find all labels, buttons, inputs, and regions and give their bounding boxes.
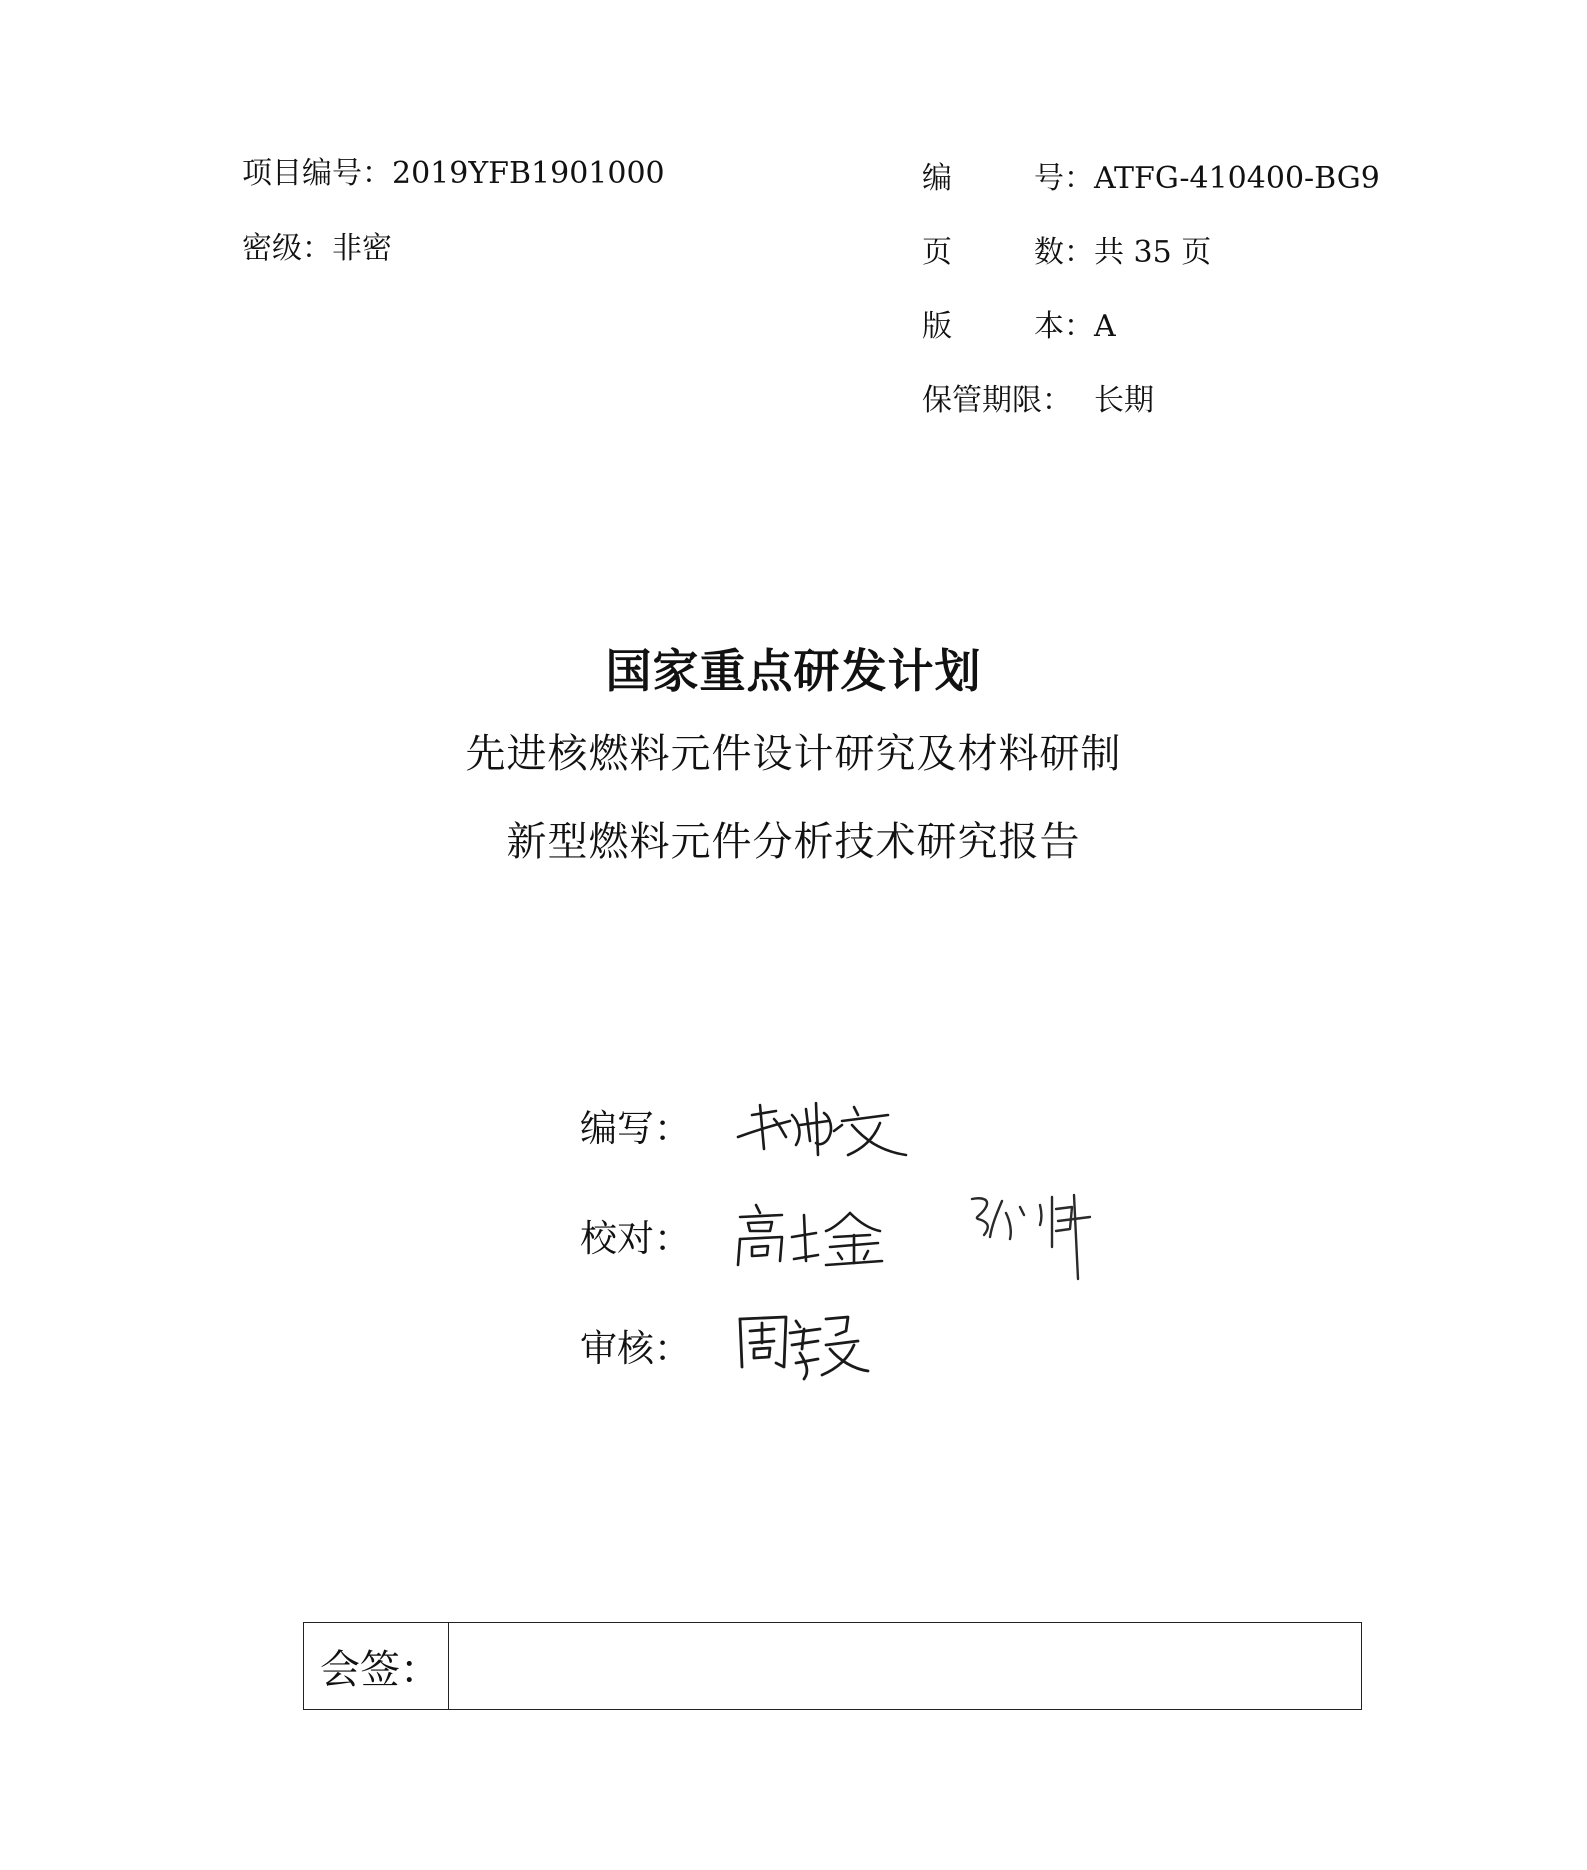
author-label: 编写： [580,1107,691,1150]
project-number [242,155,665,193]
proofread-signature-2 [962,1185,1112,1285]
secrecy-label: 密级： [242,230,332,266]
version [922,308,1380,382]
project-number-value: 2019YFB1901000 [392,156,665,191]
document-number-label [922,160,1094,198]
version-value: A [1094,309,1116,344]
page-count-label-b: 数： [1034,235,1094,270]
document-number-value: ATFG-410400-BG9 [1094,161,1380,196]
page-count-label-a: 页 [922,235,952,270]
proofread-label: 校对： [580,1217,691,1260]
main-title: 国家重点研发计划 [605,644,982,698]
project-number-label: 项目编号： [242,156,392,191]
review-label: 审核： [580,1327,691,1370]
author-row [580,1070,1112,1180]
page-count-label [922,234,1094,272]
version-label-b: 本： [1034,309,1094,344]
document-number-label-b: 号： [1034,161,1094,196]
secrecy-value: 非密 [332,230,392,266]
secrecy-level [242,230,665,268]
header-right [922,160,1380,456]
version-label-a: 版 [922,309,952,344]
subtitle-report: 新型燃料元件分析技术研究报告 [506,819,1081,865]
page-count-value: 共 35 页 [1094,235,1212,270]
proofread-row [580,1180,1112,1290]
subtitle-project: 先进核燃料元件设计研究及材料研制 [465,731,1122,777]
header-left [242,155,665,304]
author-signature [730,1085,920,1165]
document-number [922,160,1380,234]
title-block [0,632,1587,886]
version-label [922,308,1094,346]
countersign-field [449,1623,1361,1709]
retention-period [922,382,1380,456]
review-signature [730,1305,880,1385]
retention-value: 长期 [1094,383,1154,418]
review-row [580,1290,1112,1400]
countersign-label: 会签： [304,1623,449,1709]
proofread-signature-1 [730,1195,920,1275]
signature-block [580,1070,1112,1400]
countersign-table [303,1622,1362,1710]
document-number-label-a: 编 [922,161,952,196]
retention-label: 保管期限： [922,383,1072,418]
page-count [922,234,1380,308]
